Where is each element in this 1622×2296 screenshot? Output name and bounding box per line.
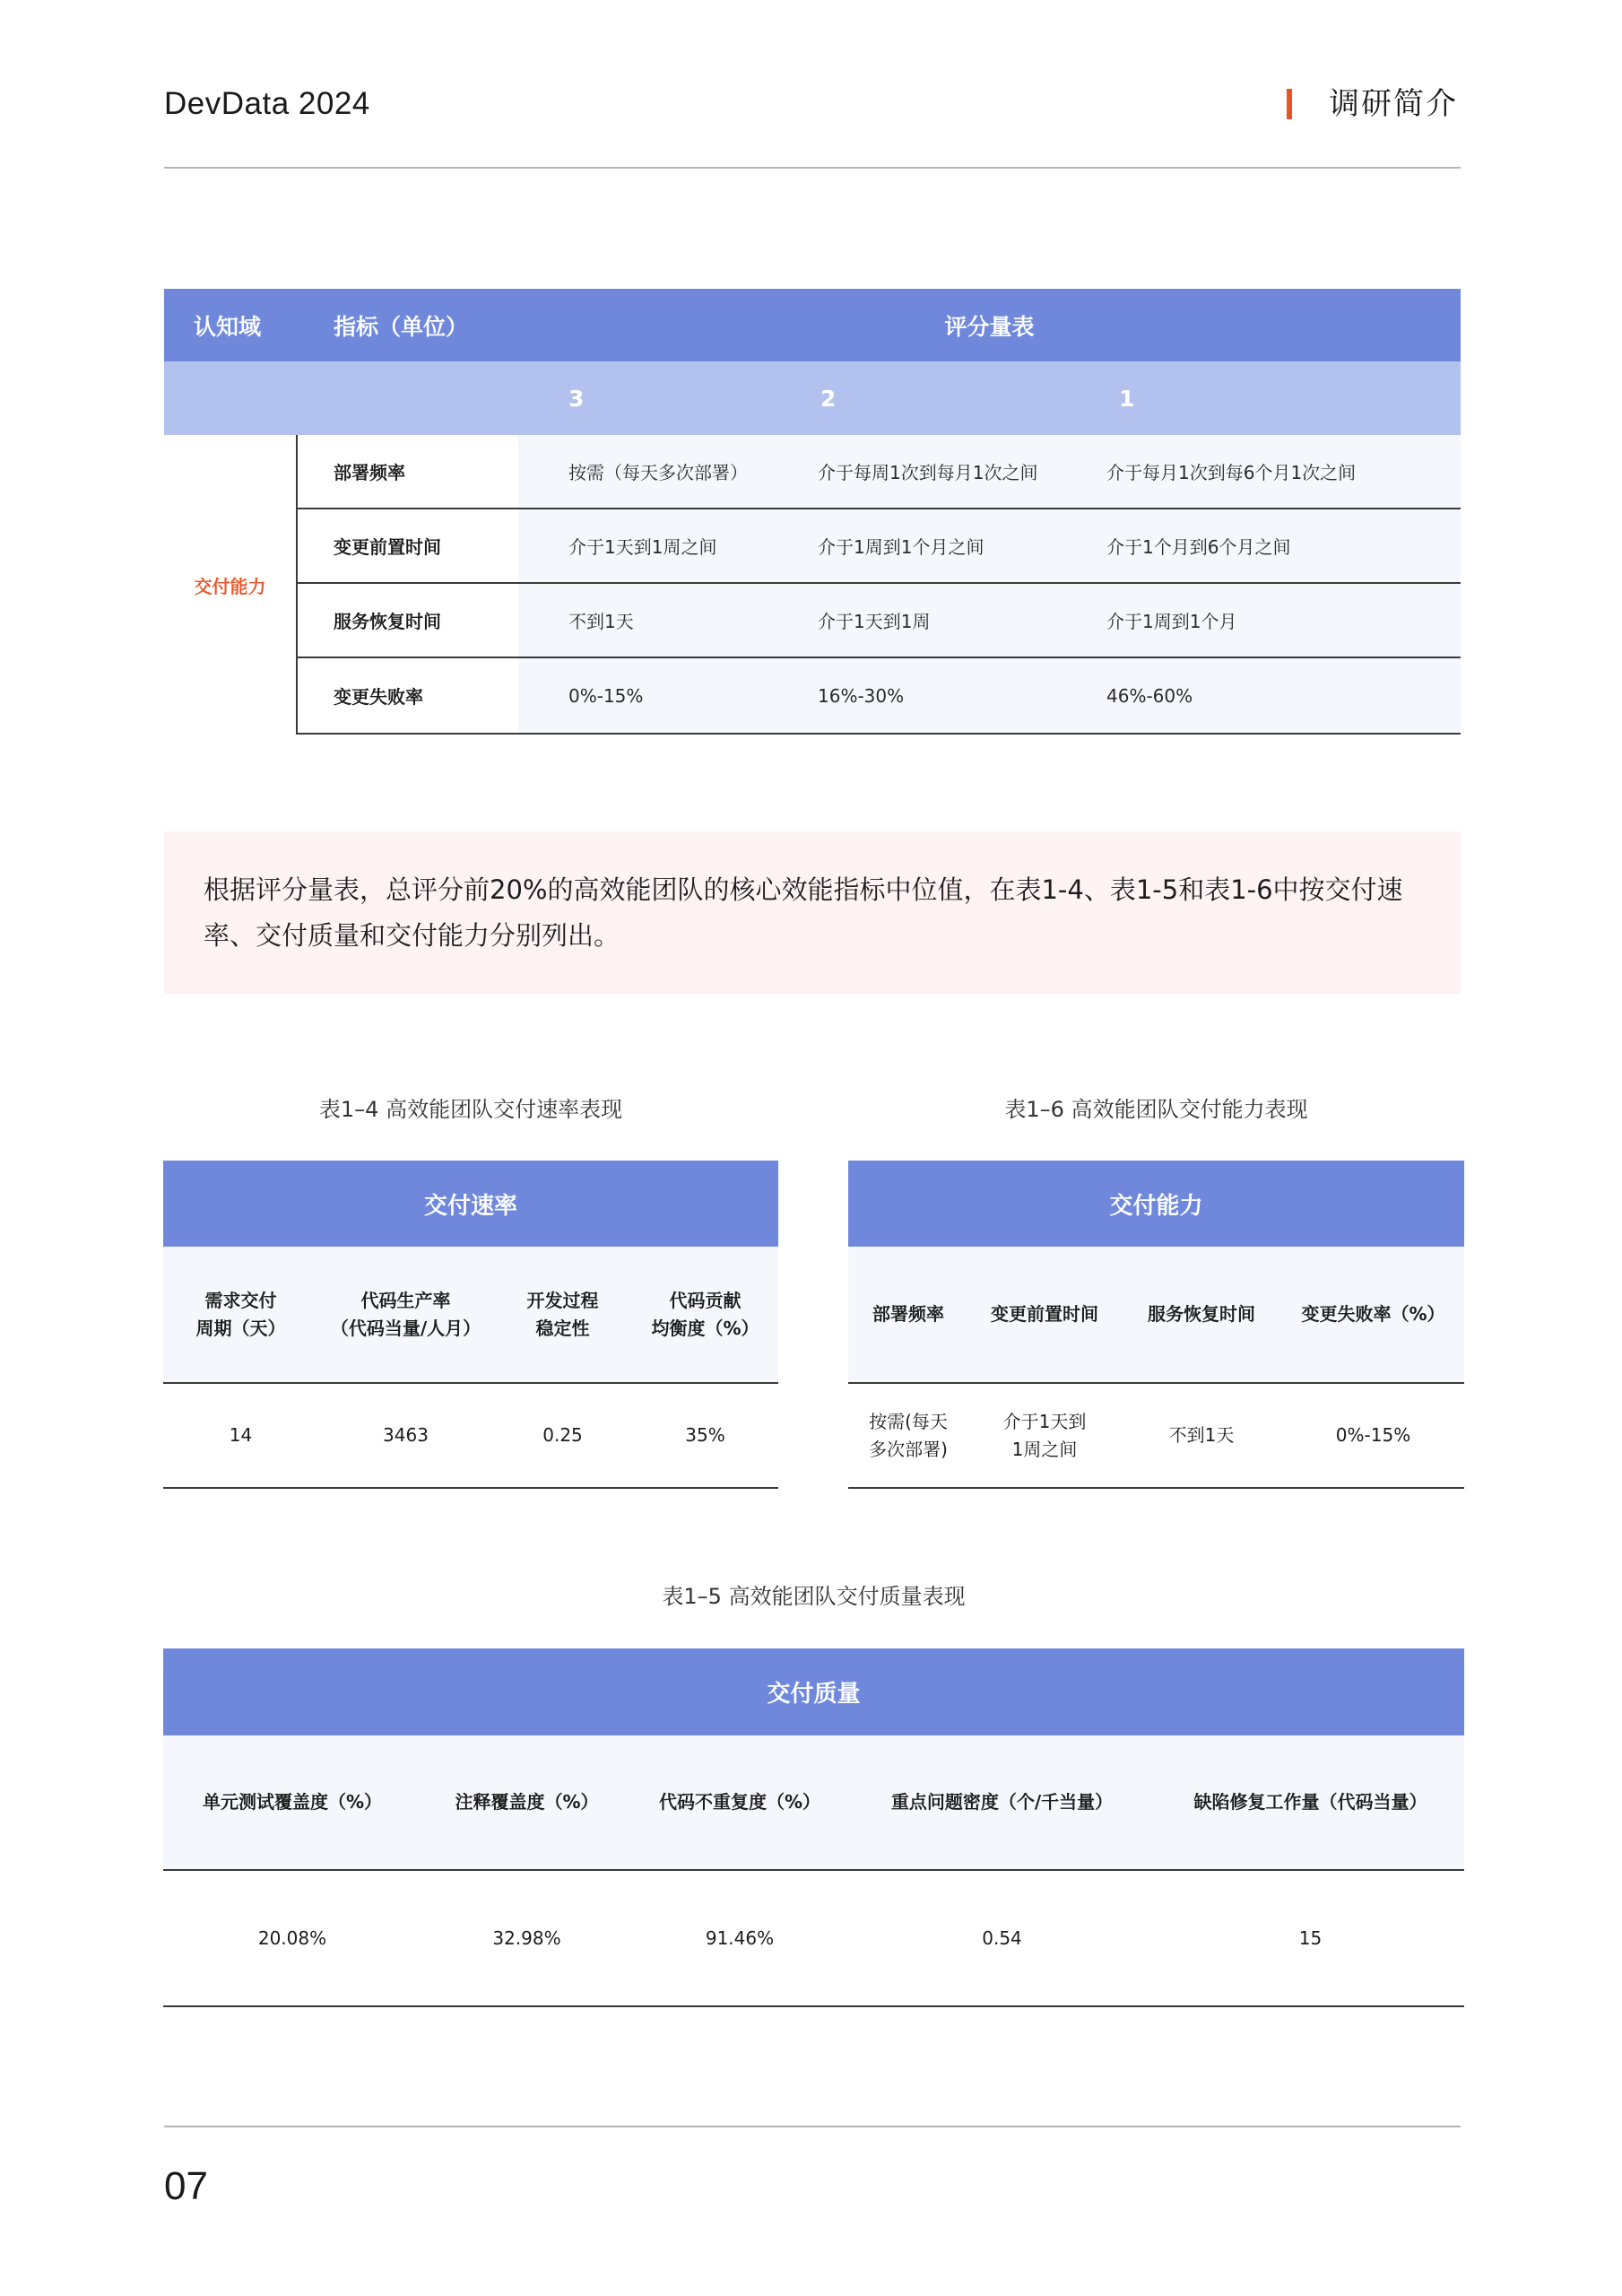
metric-label: 服务恢复时间	[334, 611, 441, 632]
table-1-5	[163, 1648, 1464, 2007]
page-number: 07	[164, 2164, 208, 2208]
table-row	[298, 435, 1461, 509]
header-domain: 认知域	[194, 313, 262, 340]
table-row	[848, 1384, 1464, 1489]
table-1-5-header	[163, 1735, 1464, 1871]
score-3-value: 按需（每天多次部署）	[568, 462, 748, 483]
footer-divider	[164, 2126, 1461, 2127]
table-row	[298, 584, 1461, 658]
metric-label: 变更前置时间	[334, 536, 441, 558]
table-1-5-title: 交付质量	[163, 1648, 1464, 1735]
domain-label: 交付能力	[164, 435, 298, 735]
level-3: 3	[568, 385, 585, 412]
header-divider	[164, 167, 1461, 169]
value-cell: 0.54	[982, 1926, 1022, 1949]
column-header: 变更前置时间	[991, 1303, 1098, 1325]
metric-label: 变更失败率	[334, 686, 423, 708]
score-1-value: 介于1个月到6个月之间	[1106, 536, 1291, 558]
score-1-value: 46%-60%	[1106, 684, 1193, 707]
table-row	[298, 658, 1461, 735]
header-scale: 评分量表	[944, 313, 1035, 340]
column-header: 代码贡献 均衡度（%）	[651, 1289, 759, 1339]
column-header: 重点问题密度（个/千当量）	[890, 1791, 1114, 1813]
score-2-value: 介于每周1次到每月1次之间	[818, 462, 1038, 483]
value-cell: 3463	[383, 1424, 429, 1446]
scoring-table-levels	[164, 361, 1461, 435]
table-1-4-header	[163, 1247, 778, 1384]
score-2-value: 介于1周到1个月之间	[818, 536, 984, 558]
table-row	[163, 1384, 778, 1489]
value-cell: 0%-15%	[1335, 1424, 1411, 1446]
table-1-4-caption: 表1–4 高效能团队交付速率表现	[318, 1097, 623, 1122]
value-cell: 91.46%	[705, 1926, 775, 1949]
value-cell: 32.98%	[492, 1926, 561, 1949]
column-header: 服务恢复时间	[1148, 1303, 1255, 1325]
metric-label: 部署频率	[334, 462, 405, 483]
column-header: 缺陷修复工作量（代码当量）	[1193, 1791, 1427, 1813]
column-header: 代码生产率 （代码当量/人月）	[330, 1289, 481, 1339]
table-row	[298, 509, 1461, 584]
value-cell: 按需(每天 多次部署)	[869, 1410, 948, 1460]
report-title: DevData 2024	[164, 86, 370, 121]
table-1-6-caption: 表1–6 高效能团队交付能力表现	[1004, 1097, 1308, 1122]
score-3-value: 介于1天到1周之间	[568, 536, 717, 558]
table-1-4	[163, 1161, 778, 1489]
value-cell: 14	[229, 1424, 253, 1446]
value-cell: 35%	[685, 1424, 725, 1446]
column-header: 变更失败率（%）	[1301, 1303, 1445, 1325]
score-3-value: 不到1天	[568, 611, 634, 632]
column-header: 需求交付 周期（天）	[195, 1289, 286, 1339]
column-header: 注释覆盖度（%）	[455, 1791, 599, 1813]
table-1-6-header	[848, 1247, 1464, 1384]
section-accent-bar	[1287, 89, 1292, 119]
column-header: 代码不重复度（%）	[658, 1791, 821, 1813]
level-2: 2	[820, 385, 837, 412]
table-1-5-caption: 表1–5 高效能团队交付质量表现	[662, 1584, 966, 1609]
value-cell: 0.25	[542, 1424, 583, 1446]
score-3-value: 0%-15%	[568, 684, 644, 707]
value-cell: 不到1天	[1168, 1424, 1235, 1446]
score-1-value: 介于每月1次到每6个月1次之间	[1106, 462, 1357, 483]
score-2-value: 16%-30%	[818, 684, 905, 707]
summary-text: 根据评分量表，总评分前20%的高效能团队的核心效能指标中位值，在表1-4、表1-5和表1-6中按交付速率、交付质量和交付能力分别列出。	[204, 874, 1403, 951]
value-cell: 15	[1298, 1926, 1323, 1949]
level-1: 1	[1119, 385, 1135, 412]
table-row	[163, 1871, 1464, 2007]
value-cell: 20.08%	[257, 1926, 327, 1949]
section-title: 调研简介	[1329, 86, 1458, 122]
table-1-6	[848, 1161, 1464, 1489]
column-header: 开发过程 稳定性	[526, 1289, 599, 1339]
header-metric: 指标（单位）	[334, 313, 469, 340]
table-1-6-title: 交付能力	[848, 1161, 1464, 1247]
scoring-table-header	[164, 289, 1461, 361]
score-2-value: 介于1天到1周	[818, 611, 931, 632]
scoring-table-body	[164, 435, 1461, 735]
column-header: 单元测试覆盖度（%）	[202, 1791, 383, 1813]
column-header: 部署频率	[872, 1303, 944, 1325]
score-1-value: 介于1周到1个月	[1106, 611, 1237, 632]
value-cell: 介于1天到 1周之间	[1002, 1410, 1087, 1460]
summary-callout	[164, 831, 1461, 994]
table-1-4-title: 交付速率	[163, 1161, 778, 1247]
